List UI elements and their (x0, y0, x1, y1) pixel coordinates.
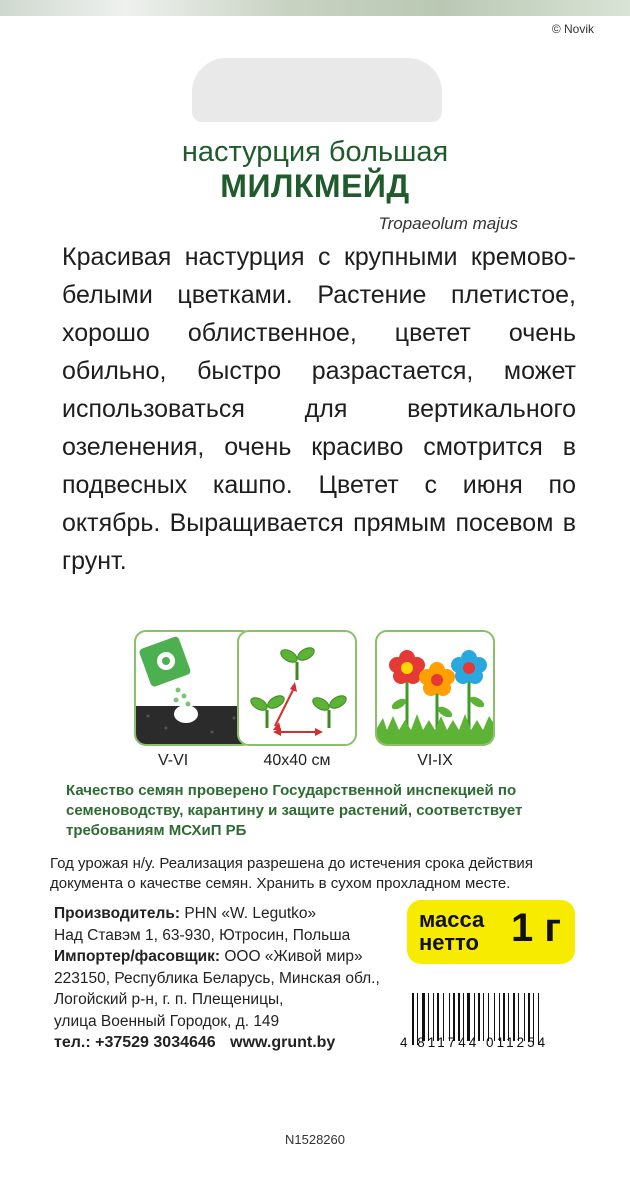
barcode-bar (503, 993, 505, 1041)
barcode-bar (518, 993, 519, 1041)
contact-line (54, 1034, 335, 1052)
barcode-bar (488, 993, 489, 1041)
mass-label-line-1: масса (419, 907, 485, 932)
barcode-digits: 4 811744 011254 (400, 1035, 549, 1050)
producer-block (54, 903, 404, 1032)
producer-name: PHN «W. Legutko» (184, 905, 317, 922)
barcode-bar (458, 993, 460, 1041)
net-mass-badge (407, 900, 575, 964)
barcode-bar (453, 993, 455, 1041)
barcode-bar (428, 993, 429, 1041)
variety-title: МИЛКМЕЙД (220, 168, 410, 204)
spacing-caption: 40х40 см (263, 752, 331, 769)
description-text: Красивая настурция с крупными кремово-белыми цветками. Растение плетистое, хорошо облиственное, цветет очень обильно, быстро разрастается, может использоваться для вертикального озеленения, очень красиво смотрится в подвесных кашпо. Цветет с июня по октябрь. Выращивается прямым посевом в грунт. (62, 243, 576, 575)
mass-value: 1 г (510, 906, 561, 950)
barcode-bar (474, 993, 475, 1041)
producer-address: Над Ставэм 1, 63-930, Ютросин, Польша (54, 926, 351, 944)
sowing-icon (134, 630, 254, 746)
producer-label: Производитель: (54, 905, 181, 922)
website-link: www.grunt.by (230, 1034, 336, 1051)
importer-name: ООО «Живой мир» (224, 948, 363, 965)
producer-line (54, 903, 404, 925)
barcode-bar (463, 993, 464, 1041)
importer-label: Импортер/фасовщик: (54, 948, 221, 965)
barcode-bar (528, 993, 530, 1041)
importer-address-3: улица Военный Городок, д. 149 (54, 1012, 280, 1030)
barcode-bar (513, 993, 515, 1041)
quality-statement: Качество семян проверено Государственной инспекцией по семеноводству, карантину и защите растений, соответствует требованиям МСХиП РБ (66, 782, 523, 839)
top-photo-strip (0, 0, 630, 16)
sowing-caption: V-VI (158, 752, 189, 769)
flowering-caption: VI-IX (417, 752, 453, 769)
importer-address-2: Логойский р-н, г. п. Плещеницы, (54, 991, 284, 1008)
batch-number: N1528260 (285, 1132, 345, 1147)
barcode-bar (437, 993, 439, 1041)
importer-address-1: 223150, Республика Беларусь, Минская обл., (54, 969, 380, 987)
harvest-storage-text: Год урожая н/у. Реализация разрешена до истечения срока действия документа о качестве семян. Хранить в сухом прохладном месте. (50, 855, 533, 892)
phone-number: тел.: +37529 3034646 (54, 1034, 216, 1051)
latin-name: Tropaeolum majus (378, 214, 518, 233)
copyright-text: © Novik (551, 22, 594, 36)
flowering-icon (375, 630, 495, 746)
barcode-bar (508, 993, 509, 1041)
mass-label-line-2: нетто (419, 930, 479, 955)
barcode-bar (494, 993, 495, 1041)
barcode-bar (422, 993, 425, 1041)
barcode-bar (524, 993, 525, 1041)
species-title: настурция большая (181, 136, 449, 168)
barcode-bar (483, 993, 484, 1041)
barcode-bar (433, 993, 434, 1041)
packet-window (192, 58, 442, 122)
spacing-icon (237, 630, 357, 746)
barcode-bar (478, 993, 480, 1041)
mass-label (419, 908, 484, 954)
barcode-bar (443, 993, 444, 1041)
barcode-bar (449, 993, 450, 1041)
barcode-bar (467, 993, 470, 1041)
barcode-bar (499, 993, 500, 1041)
importer-line (54, 946, 404, 968)
